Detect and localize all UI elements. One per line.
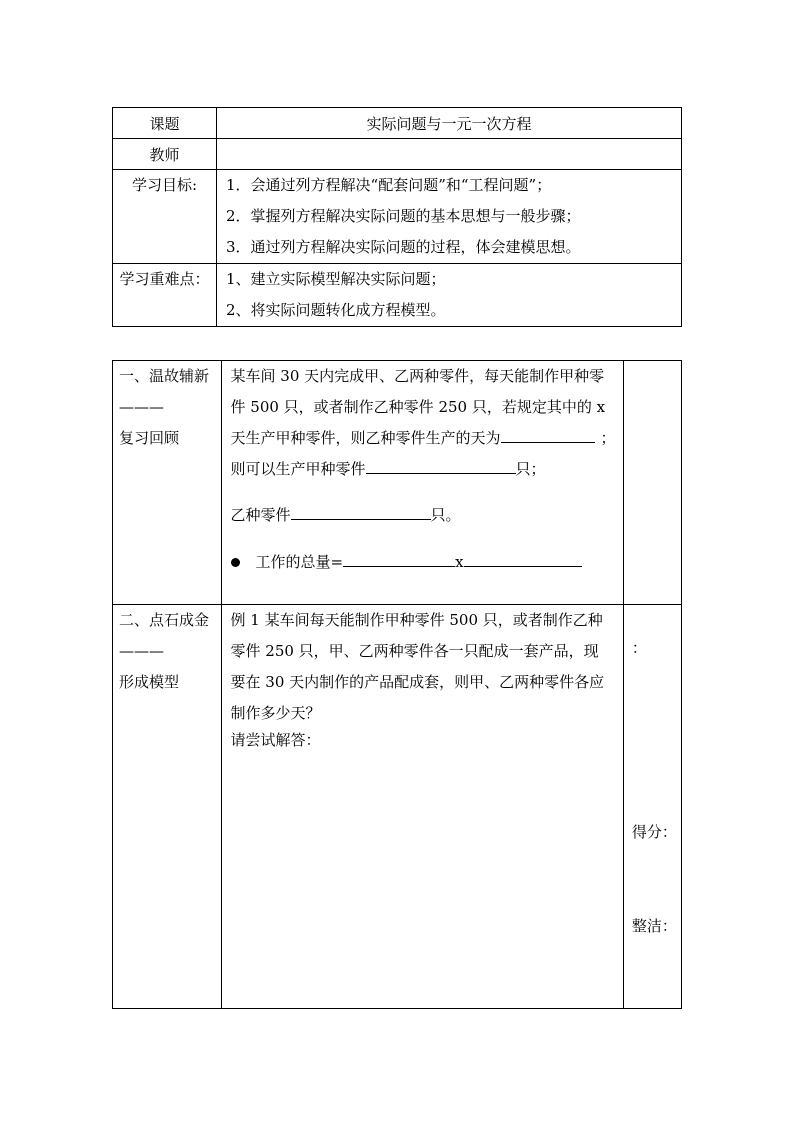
days-blank[interactable] [501,425,595,443]
difficulty-cell [217,264,682,327]
difficulty-label-cell [113,264,217,327]
part-a-blank[interactable] [366,456,516,474]
part-b-post: 只。 [430,506,461,524]
formula-blank-2[interactable] [464,549,582,567]
goal-item: 2．掌握列方程解决实际问题的基本思想与一般步骤； [226,207,581,225]
topic-label: 课题 [113,108,217,139]
goal-item: 1．会通过列方程解决“配套问题”和“工程问题”； [226,176,552,194]
goal-item: 3．通过列方程解决实际问题的过程，体会建模思想。 [226,238,581,256]
example-line: 制作多少天？ [230,704,321,722]
example-line: 零件 250 只，甲、乙两种零件各一只配成一套产品，现 [230,642,599,660]
problem-line-part-b [231,500,623,531]
bullet-icon [231,558,240,567]
topic-value: 实际问题与一元一次方程 [217,108,682,139]
part-a-text: 则可以生产甲种零件 [230,460,366,478]
formula-times: x [455,553,464,571]
neatness-label: 整洁： [631,917,677,935]
formula-blank-1[interactable] [343,549,455,567]
formula-line [231,547,623,578]
problem-line: 件 500 只，或者制作乙种零件 250 只，若规定其中的 x [230,398,606,416]
difficulty-item: 1、建立实际模型解决实际问题； [226,270,446,288]
days-post: ； [600,429,616,447]
section2-dash: ——— [119,642,164,660]
problem-line-days [231,423,623,454]
section2-side-cell [623,605,681,1009]
section1-content [221,361,623,605]
difficulty-item: 2、将实际问题转化成方程模型。 [226,301,446,319]
part-b-text: 乙种零件 [230,506,291,524]
example-line: 要在 30 天内制作的产品配成套，则甲、乙两种零件各应 [230,673,605,691]
side-colon: ： [631,639,647,657]
section1-dash: ——— [119,398,164,416]
part-a-post: 只； [515,460,546,478]
goals-label-cell [113,170,217,264]
goals-label: 学习目标: [131,176,198,194]
section2-title: 二、点石成金 [119,611,210,629]
section1-subtitle: 复习回顾 [119,429,180,447]
teacher-label: 教师 [113,139,217,170]
goals-cell [217,170,682,264]
problem-line-part-a [231,454,623,485]
info-table [112,107,682,327]
difficulty-label: 学习重难点： [119,270,210,288]
formula-text: 工作的总量= [255,553,344,571]
example-line: 例 1 某车间每天能制作甲种零件 500 只，或者制作乙种 [230,611,603,629]
section2-label-cell [113,605,222,1009]
answer-prompt: 请尝试解答： [230,731,321,749]
part-b-blank[interactable] [291,502,431,520]
section2-subtitle: 形成模型 [119,673,180,691]
section1-label-cell [113,361,222,605]
teacher-value [217,139,682,170]
section1-side-cell [623,361,681,605]
lesson-table [112,360,682,1009]
problem-line: 某车间 30 天内完成甲、乙两种零件，每天能制作甲种零 [230,367,605,385]
section1-title: 一、温故辅新 [119,367,210,385]
days-text: 天生产甲种零件，则乙种零件生产的天为 [230,429,501,447]
score-label: 得分： [631,823,677,841]
section2-content [221,605,623,1009]
